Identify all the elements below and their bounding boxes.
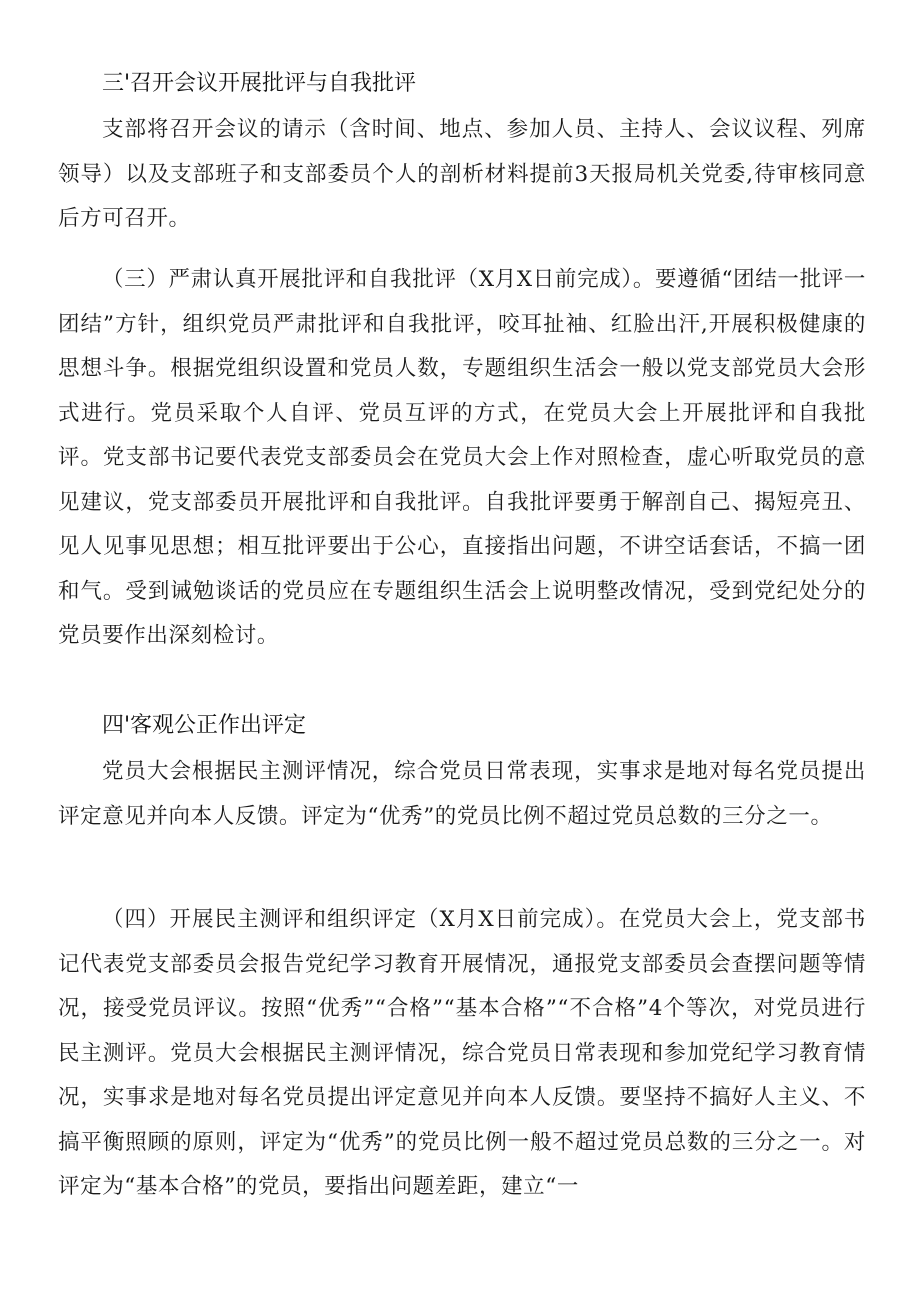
section-heading-meeting: 三'召开会议开展批评与自我批评: [102, 71, 417, 96]
paragraph-criticism: （三）严肃认真开展批评和自我批评（X月X日前完成）。要遵循“团结一批评一团结”方针，组织党员严肃批评和自我批评，咬耳扯袖、红脸出汗,开展积极健康的思想斗争。根据党组织设置和党员人数，专题组织生活会一般以党支部党员大会形式进行。党员采取个人自评、党员互评的方式，在党员大会上开展批评和自我批评。党支部书记要代表党支部委员会在党员大会上作对照检查，虚心听取党员的意见建议，党支部委员开展批评和自我批评。自我批评要勇于解剖自己、揭短亮丑、见人见事见思想；相互批评要出于公心，直接指出问题，不讲空话套话，不搞一团和气。受到诫勉谈话的党员应在专题组织生活会上说明整改情况，受到党纪处分的党员要作出深刻检讨。: [58, 267, 866, 648]
paragraph-meeting-request: 支部将召开会议的请示（含时间、地点、参加人员、主持人、会议议程、列席领导）以及支部班子和支部委员个人的剖析材料提前3天报局机关党委,待审核同意后方可召开。: [58, 117, 866, 231]
paragraph-democratic-evaluation: （四）开展民主测评和组织评定（X月X日前完成）。在党员大会上，党支部书记代表党支部委员会报告党纪学习教育开展情况，通报党支部委员会查摆问题等情况，接受党员评议。按照“优秀”“合格”“基本合格”“不合格”4个等次，对党员进行民主测评。党员大会根据民主测评情况，综合党员日常表现和参加党纪学习教育情况，实事求是地对每名党员提出评定意见并向本人反馈。要坚持不搞好人主义、不搞平衡照顾的原则，评定为“优秀”的党员比例一般不超过党员总数的三分之一。对评定为“基本合格”的党员，要指出问题差距，建立“一: [58, 907, 866, 1199]
section-heading-evaluation: 四'客观公正作出评定: [102, 713, 307, 738]
paragraph-assembly-evaluation: 党员大会根据民主测评情况，综合党员日常表现，实事求是地对每名党员提出评定意见并向本人反馈。评定为“优秀”的党员比例不超过党员总数的三分之一。: [58, 759, 866, 829]
